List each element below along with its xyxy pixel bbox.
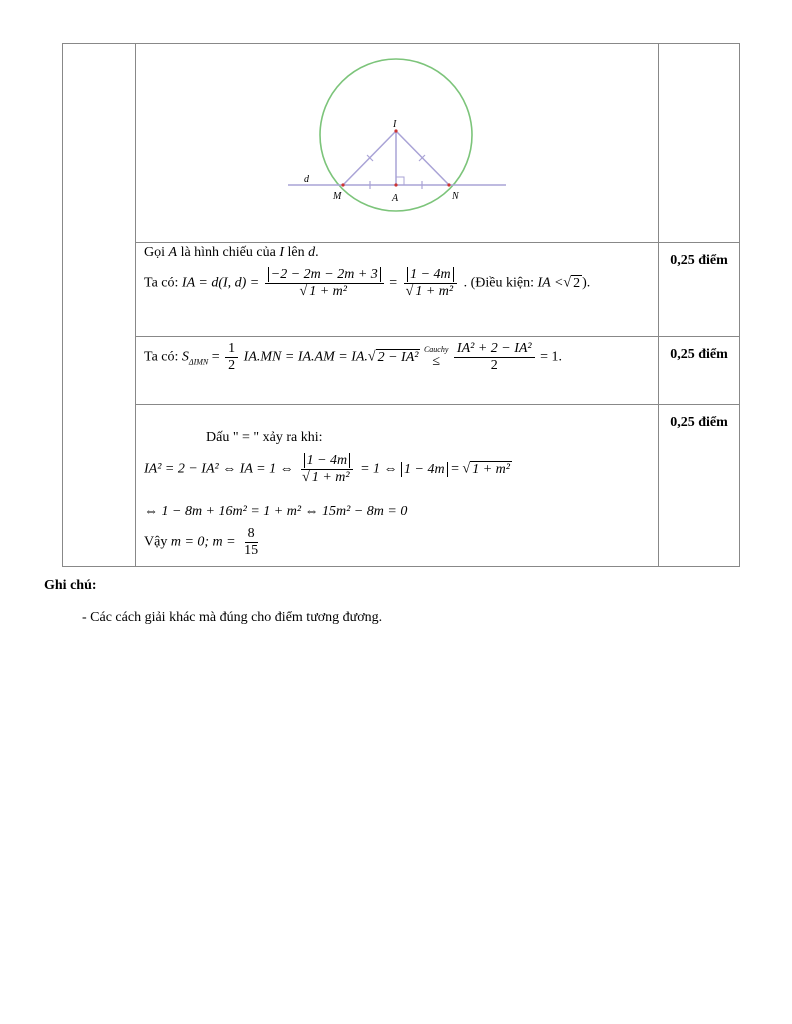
fraction-numerator — [265, 267, 384, 284]
row3-line2: IA² = 2 − IA² ⇔ IA = 1 ⇔ $\frac{1 - 4m}{\text{√ 1 + m²}}$ = 1 ⇔ 1 − 4m = √ 1 + m² — [144, 453, 510, 485]
text: ). — [582, 275, 591, 291]
point-a — [394, 183, 397, 186]
sqrt-expression: 1 + m² — [472, 461, 510, 477]
fraction-denominator: √ 1 + m² — [299, 284, 347, 299]
abs-expression: −2 − 2m − 2m + 3 — [268, 267, 381, 282]
fraction-denominator: √ 1 + m² — [405, 284, 454, 299]
note-text: - Các cách giải khác mà đúng cho điểm tương đương. — [82, 610, 383, 625]
row3-conclusion — [144, 526, 263, 559]
label-d: d — [304, 174, 309, 185]
fraction-numerator: IA² + 2 − IA² — [454, 341, 535, 358]
cauchy-leq — [424, 345, 448, 370]
fraction-denominator: 15 — [244, 543, 259, 558]
ta-co-label: Ta có: — [144, 275, 179, 291]
var-a: A — [168, 245, 178, 260]
fraction-numerator: 8 — [245, 526, 258, 543]
table-divider-1 — [135, 43, 136, 567]
equals: = — [389, 275, 398, 291]
score-row3: 0,25 điểm — [670, 415, 728, 430]
fraction — [241, 526, 261, 559]
text: . — [315, 245, 319, 260]
text: = 1. — [540, 349, 563, 365]
abs-expression: 1 − 4m — [407, 267, 454, 282]
sqrt-expression: 1 + m² — [309, 284, 347, 299]
fraction-denominator: √ 1 + m² — [302, 470, 350, 485]
var-i: I — [279, 245, 284, 260]
label-m: M — [333, 191, 342, 202]
row2-formula: Ta có: $S_{\Delta IMN}$ = $\frac{1}{2}$ IA.MN = IA.AM = IA.√ 2 − IA² Cauchy ≤ $\frac{\text{IA² + 2 − IA²}}{2}$ = 1. — [144, 341, 563, 373]
solution-table — [62, 43, 740, 567]
sqrt-expression: 1 + m² — [311, 470, 350, 485]
point-n — [447, 183, 450, 186]
fraction-1 — [265, 267, 384, 300]
equals: = — [211, 349, 220, 365]
row3-line3: ⇔ 1 − 8m + 16m² = 1 + m² ⇔ 15m² − 8m = 0 — [144, 504, 408, 519]
fraction-2 — [403, 267, 458, 300]
fraction-numerator — [301, 453, 354, 470]
abs-expression: 1 − 4m — [401, 462, 448, 477]
sqrt-expression: 2 − IA² — [377, 349, 419, 365]
abs-expression: 1 − 4m — [304, 453, 351, 468]
score-row2: 0,25 điểm — [670, 347, 728, 362]
area-symbol: S — [181, 349, 189, 365]
label-n: N — [452, 191, 459, 202]
formula-expr: m = 0; m = — [170, 534, 236, 550]
label-i: I — [393, 119, 397, 130]
formula-lhs: IA = d(I, d) = — [181, 275, 260, 291]
text: là hình chiếu của — [180, 245, 276, 260]
table-border-top — [62, 43, 740, 44]
sqrt-expression: 2 — [573, 275, 581, 291]
point-m — [341, 183, 344, 186]
fraction-half — [225, 341, 238, 374]
table-border-right — [739, 43, 740, 567]
fraction-numerator: 1 — [225, 341, 238, 358]
fraction-denominator: 2 — [490, 358, 498, 373]
row3-equality-condition: Dấu " = " xảy ra khi: — [206, 430, 323, 445]
area-subscript: ΔIMN — [188, 357, 209, 367]
sqrt-expression: 1 + m² — [415, 284, 454, 299]
leq-symbol: ≤ — [432, 354, 441, 369]
formula-expr: IA² = 2 − IA² ⇔ IA = 1 ⇔ — [144, 461, 294, 477]
row-divider-1 — [135, 242, 739, 243]
text: Gọi — [144, 245, 165, 260]
fraction-denominator: 2 — [228, 358, 236, 373]
fraction — [299, 453, 354, 486]
text: lên — [287, 245, 305, 260]
fraction-cauchy — [454, 341, 535, 374]
row-divider-2 — [135, 336, 739, 337]
label-a: A — [392, 193, 399, 204]
table-border-bottom — [62, 566, 740, 567]
condition-expr: IA < — [537, 275, 564, 291]
table-divider-2 — [658, 43, 659, 567]
note-title: Ghi chú: — [44, 578, 97, 593]
formula-expr: = 1 ⇔ — [360, 461, 398, 477]
var-d: d — [308, 245, 316, 260]
equals: = — [451, 461, 459, 477]
row-divider-3 — [135, 404, 739, 405]
right-angle-mark — [396, 177, 404, 185]
geometry-diagram — [282, 49, 512, 239]
condition-label: . (Điều kiện: — [463, 275, 534, 291]
formula-expr: IA.MN = IA.AM = IA. — [243, 349, 368, 365]
table-border-left — [62, 43, 63, 567]
fraction-numerator — [404, 267, 457, 284]
ta-co-label: Ta có: — [144, 349, 179, 365]
cauchy-label: Cauchy — [423, 345, 449, 354]
score-row1: 0,25 điểm — [670, 253, 728, 268]
row1-line2: Ta có: IA = d(I, d) = $\frac{-2 - 2m - 2m + 3}{\text{√ 1 + m²}}$ = $\frac{1 - 4m}{\text{√ 1 + m²}}$ . (Điều kiện: IA <√ 2 ). — [144, 267, 591, 299]
row1-line1 — [144, 245, 319, 261]
vay-label: Vậy — [144, 534, 168, 550]
